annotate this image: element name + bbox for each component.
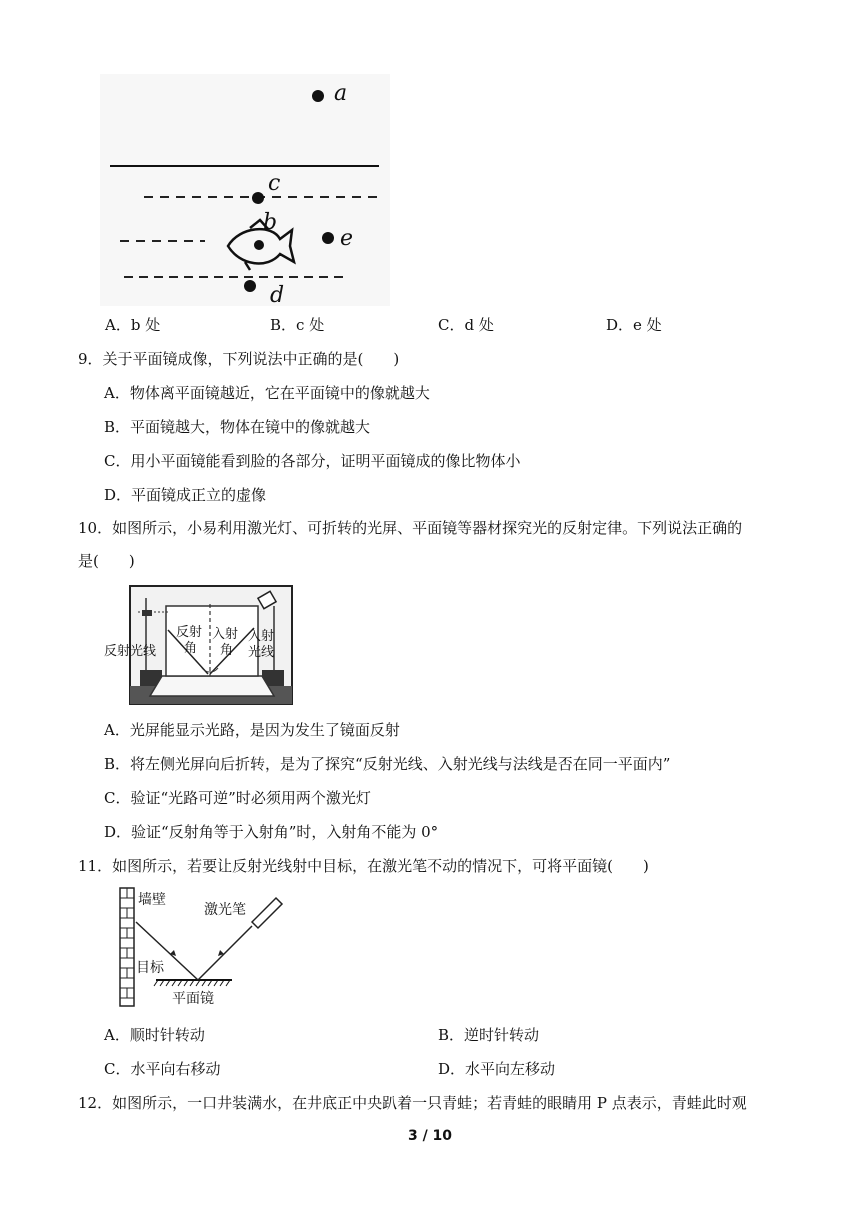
label-mirror: 平面镜 — [172, 991, 214, 1007]
q11-figure — [112, 884, 292, 1010]
q8-option-a[interactable]: A．b 处 — [105, 316, 161, 334]
q10-figure — [102, 584, 294, 707]
q10-option-c[interactable]: C．验证“光路可逆”时必须用两个激光灯 — [104, 789, 371, 807]
q12-stem: 12．如图所示，一口井装满水，在井底正中央趴着一只青蛙；若青蛙的眼睛用 P 点表示，青蛙此时观 — [78, 1094, 747, 1112]
q8-option-b[interactable]: B．c 处 — [270, 316, 325, 334]
label-a: a — [334, 81, 348, 106]
q8-option-d[interactable]: D．e 处 — [606, 316, 662, 334]
wall-icon — [120, 888, 134, 1006]
label-d: d — [270, 283, 285, 306]
label-incident-ray-1: 入射 — [248, 629, 275, 644]
q8-option-c[interactable]: C．d 处 — [438, 316, 494, 334]
label-incident-angle-1: 入射 — [212, 627, 239, 642]
q11-option-c[interactable]: C．水平向右移动 — [104, 1060, 221, 1078]
q10-option-a[interactable]: A．光屏能显示光路，是因为发生了镜面反射 — [104, 721, 400, 739]
label-e: e — [340, 226, 354, 251]
q9-stem: 9．关于平面镜成像，下列说法中正确的是( ) — [78, 350, 400, 368]
q8-figure — [100, 74, 390, 306]
q10-stem-line2: 是( ) — [78, 552, 135, 570]
q11-option-b[interactable]: B．逆时针转动 — [438, 1026, 540, 1044]
label-incident-angle-2: 角 — [220, 643, 234, 658]
q10-option-d[interactable]: D．验证“反射角等于入射角”时，入射角不能为 0° — [104, 823, 439, 841]
label-reflected-ray: 反射光线 — [104, 644, 157, 659]
label-wall: 墙壁 — [138, 892, 166, 908]
label-reflect-angle-2: 角 — [184, 641, 198, 656]
q9-option-c[interactable]: C．用小平面镜能看到脸的各部分，证明平面镜成的像比物体小 — [104, 452, 521, 470]
q9-option-a[interactable]: A．物体离平面镜越近，它在平面镜中的像就越大 — [104, 384, 430, 402]
label-c: c — [268, 171, 281, 196]
q11-option-d[interactable]: D．水平向左移动 — [438, 1060, 556, 1078]
label-reflect-angle-1: 反射 — [176, 625, 203, 640]
q10-option-b[interactable]: B．将左侧光屏向后折转，是为了探究“反射光线、入射光线与法线是否在同一平面内” — [104, 755, 671, 773]
q9-option-b[interactable]: B．平面镜越大，物体在镜中的像就越大 — [104, 418, 371, 436]
page-number: 3 / 10 — [407, 1128, 453, 1144]
q10-stem-line1: 10．如图所示，小易利用激光灯、可折转的光屏、平面镜等器材探究光的反射定律。下列说法正确的 — [78, 519, 743, 537]
label-b: b — [263, 210, 278, 235]
label-incident-ray-2: 光线 — [248, 645, 275, 660]
label-laser: 激光笔 — [204, 902, 246, 918]
q11-option-a[interactable]: A．顺时针转动 — [104, 1026, 205, 1044]
q11-stem: 11．如图所示，若要让反射光线射中目标，在激光笔不动的情况下，可将平面镜( ) — [78, 857, 649, 875]
label-target: 目标 — [136, 960, 164, 976]
q9-option-d[interactable]: D．平面镜成正立的虚像 — [104, 486, 267, 504]
